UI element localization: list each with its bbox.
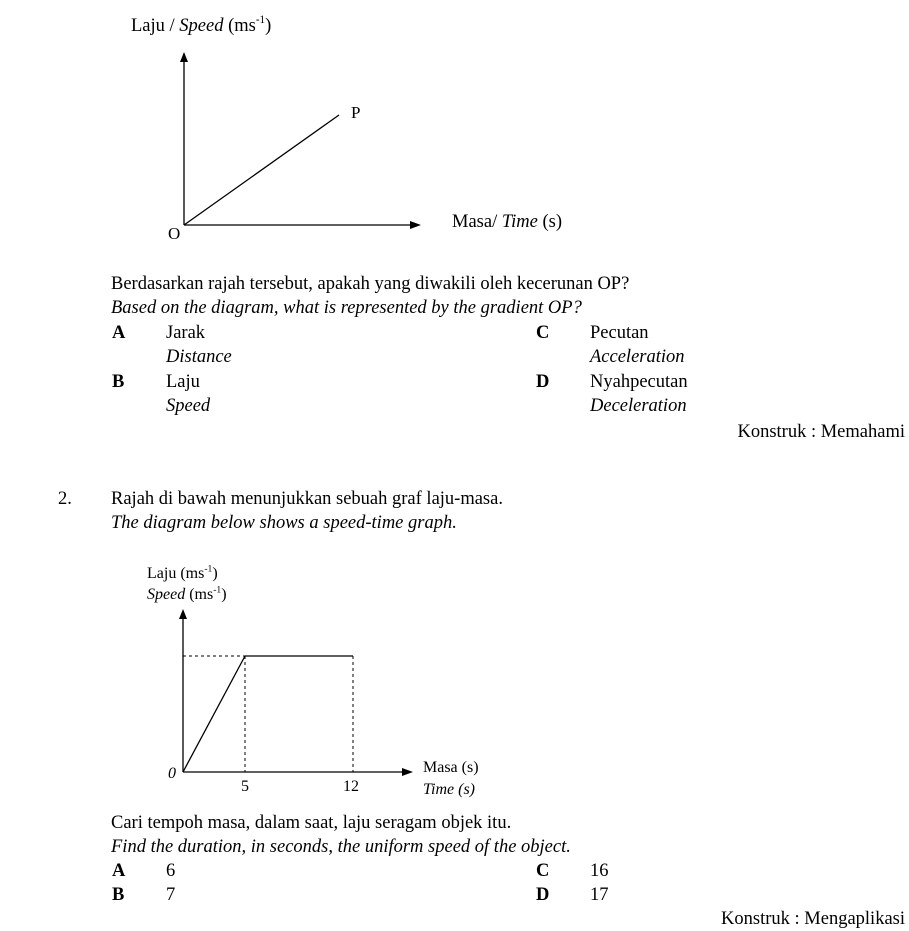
q2-y-exp-en: -1	[213, 584, 222, 596]
q1-option-b-ms: Laju	[166, 372, 200, 392]
q2-y-axis-arrow	[179, 609, 187, 619]
q2-intro-en: The diagram below shows a speed-time graph.	[111, 513, 457, 533]
q2-x-axis-label-en: Time (s)	[423, 781, 475, 798]
q2-option-a-letter: A	[112, 861, 126, 881]
q2-origin-label: 0	[168, 765, 176, 782]
q1-option-a-letter: A	[112, 323, 126, 343]
q2-option-b-letter: B	[112, 885, 125, 905]
q1-construct: Konstruk : Memahami	[737, 422, 905, 442]
q1-origin-label: O	[168, 224, 181, 243]
q1-option-d-letter: D	[536, 372, 550, 392]
q1-option-b-en: Speed	[166, 396, 211, 416]
q1-option-c-ms: Pecutan	[590, 323, 649, 343]
q2-option-b-value: 7	[166, 885, 176, 905]
q2-option-d-letter: D	[536, 885, 550, 905]
q1-y-unit: (ms	[228, 16, 256, 36]
q1-option-b-letter: B	[112, 372, 125, 392]
q1-x-label-en: Time	[501, 212, 538, 232]
q1-x-label-ms: Masa/	[452, 212, 502, 232]
q2-y-close-ms: )	[212, 565, 218, 582]
q2-question-ms: Cari tempoh masa, dalam saat, laju seragam objek itu.	[111, 813, 512, 833]
q1-question-en: Based on the diagram, what is represented by the gradient OP?	[111, 298, 582, 318]
q2-construct: Konstruk : Mengaplikasi	[721, 909, 905, 929]
q2-y-label-en: Speed	[147, 586, 186, 603]
q2-intro-ms: Rajah di bawah menunjukkan sebuah graf laju-masa.	[111, 489, 503, 509]
q2-tick-5: 5	[241, 778, 249, 795]
q2-y-exp-ms: -1	[204, 563, 213, 575]
q2-question-en: Find the duration, in seconds, the uniform speed of the object.	[111, 837, 571, 857]
q1-y-label-en: Speed	[179, 16, 224, 36]
q2-y-label-ms: Laju (ms	[147, 565, 205, 582]
q1-option-d-ms: Nyahpecutan	[590, 372, 688, 392]
q2-option-c-value: 16	[590, 861, 609, 881]
q1-option-a-ms: Jarak	[166, 323, 206, 343]
q1-x-unit: (s)	[537, 212, 562, 232]
q1-option-c-letter: C	[536, 323, 550, 343]
q2-x-axis-label-ms: Masa (s)	[423, 759, 479, 776]
q2-number: 2.	[58, 489, 72, 509]
q1-question-ms: Berdasarkan rajah tersebut, apakah yang diwakili oleh kecerunan OP?	[111, 274, 630, 294]
q1-y-unit-close: )	[265, 16, 272, 36]
q1-y-unit-exp: -1	[255, 14, 266, 27]
q1-point-p-label: P	[351, 103, 361, 122]
q1-option-a-en: Distance	[166, 347, 232, 367]
q1-option-d-en: Deceleration	[590, 396, 687, 416]
q2-tick-12: 12	[343, 778, 359, 795]
q2-y-close-en: )	[221, 586, 227, 603]
q2-option-a-value: 6	[166, 861, 176, 881]
q2-option-d-value: 17	[590, 885, 609, 905]
q1-option-c-en: Acceleration	[590, 347, 685, 367]
q2-graph-rise	[183, 656, 245, 772]
q2-x-axis-arrow	[402, 768, 413, 776]
q2-y-unit-en: (ms	[185, 586, 214, 603]
q2-option-c-letter: C	[536, 861, 550, 881]
q1-y-label-ms: Laju /	[131, 16, 180, 36]
